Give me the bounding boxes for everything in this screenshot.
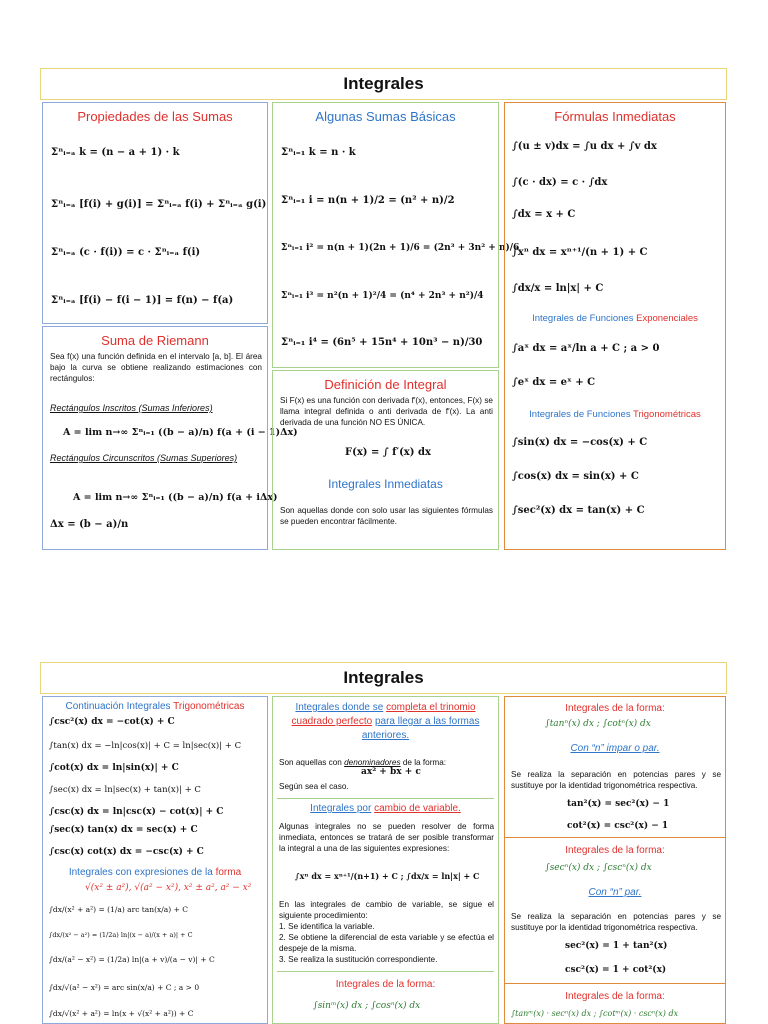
- right-divider-2: [505, 983, 725, 984]
- formulas-f5: ∫dx/x = ln|x| + C: [512, 283, 604, 294]
- cv-text: Algunas integrales no se pueden resolver de forma inmediata, entonces se tratará de ser posible transformar la integral a una de las siguientes expresiones:: [279, 822, 494, 853]
- definicion-box: [272, 370, 499, 550]
- definicion-formula: F(x) = ∫ f′(x) dx: [345, 447, 431, 458]
- formulas-heading: Fórmulas Inmediatas: [554, 109, 676, 124]
- cont-f2: ∫tan(x) dx = −ln|cos(x)| + C = ln|sec(x)| + C: [49, 741, 242, 751]
- basicas-box: [272, 102, 520, 368]
- cont-f4: ∫sec(x) dx = ln|sec(x) + tan(x)| + C: [49, 785, 201, 795]
- formulas-f10: ∫sec²(x) dx = tan(x) + C: [512, 505, 645, 516]
- right-f2: ∫secⁿ(x) dx ; ∫cscⁿ(x) dx: [545, 863, 652, 873]
- proc-text: En las integrales de cambio de variable, se sigue el siguiente procedimiento:: [279, 900, 494, 920]
- basicas-formula-4: Σⁿᵢ₌₁ i³ = n²(n + 1)²/4 = (n⁴ + 2n³ + n²)/4: [281, 291, 484, 301]
- props-box: [42, 102, 268, 324]
- expr-g3: ∫dx/(a² − x²) = (1/2a) ln|(a + v)/(a − v)| + C: [49, 955, 215, 964]
- formulas-f6: ∫aˣ dx = aˣ/ln a + C ; a > 0: [512, 343, 660, 354]
- formulas-f3: ∫dx = x + C: [512, 209, 576, 220]
- page2-title: Integrales: [40, 662, 727, 694]
- mid-heading: Integrales donde se completa el trinomio cuadrado perfecto para llegar a las formas anteriores.: [291, 702, 480, 741]
- expr-g1: ∫dx/(x² + a²) = (1/a) arc tan(x/a) + C: [49, 905, 188, 914]
- right-t1: Se realiza la separación en potencias pares y se sustituye por la identidad trigonométrica respectiva.: [511, 770, 721, 790]
- mid-box: [272, 696, 499, 1024]
- props-formula-1: Σⁿᵢ₌ₐ k = (n − a + 1) · k: [51, 147, 180, 158]
- right-divider-1: [505, 837, 725, 838]
- basicas-formula-1: Σⁿᵢ₌₁ k = n · k: [281, 147, 356, 158]
- mid-text2: Según sea el caso.: [279, 782, 349, 791]
- right-f3: ∫tanᵐ(x) · secⁿ(x) dx ; ∫cotᵐ(x) · cscⁿ(x) dx: [511, 1009, 679, 1018]
- cont-heading: Continuación Integrales Trigonométricas: [65, 701, 245, 712]
- expr-g2: ∫dx/(x² − a²) = (1/2a) ln|(x − a)/(x + a)| + C: [49, 931, 193, 939]
- expr-heading: Integrales con expresiones de la forma: [68, 867, 242, 878]
- basicas-formula-5: Σⁿᵢ₌₁ i⁴ = (6n⁵ + 15n⁴ + 10n³ − n)/30: [281, 337, 483, 348]
- right-id2: cot²(x) = csc²(x) − 1: [567, 821, 669, 831]
- cont-f7: ∫csc(x) cot(x) dx = −csc(x) + C: [49, 847, 204, 857]
- expr-g5: ∫dx/√(x² + a²) = ln(x + √(x² + a²)) + C: [49, 1009, 194, 1018]
- right-h2: Integrales de la forma:: [565, 845, 665, 856]
- cv-formula: ∫xⁿ dx = xⁿ⁺¹/(n+1) + C ; ∫dx/x = ln|x| + C: [295, 871, 480, 881]
- cont-f3: ∫cot(x) dx = ln|sin(x)| + C: [49, 763, 179, 773]
- right-s2: Con “n” par.: [588, 887, 642, 898]
- expr-formula: √(x² ± a²), √(a² − x²), x² ± a², a² − x²: [85, 883, 252, 893]
- forma-formula: ∫sinᵐ(x) dx ; ∫cosⁿ(x) dx: [313, 1001, 421, 1011]
- page1-title: Integrales: [40, 68, 727, 100]
- right-id4: csc²(x) = 1 + cot²(x): [565, 965, 667, 975]
- cont-box: [42, 696, 268, 1024]
- riemann-heading: Suma de Riemann: [101, 333, 209, 348]
- formulas-f1: ∫(u ± v)dx = ∫u dx + ∫v dx: [512, 141, 657, 152]
- cv-heading: Integrales por cambio de variable.: [310, 803, 461, 814]
- right-s1: Con “n” impar o par.: [570, 743, 660, 754]
- proc-step-3: 3. Se realiza la sustitución correspondiente.: [279, 955, 438, 964]
- inmediatas-heading: Integrales Inmediatas: [328, 477, 443, 491]
- cont-f1: ∫csc²(x) dx = −cot(x) + C: [49, 717, 175, 727]
- mid-text1: Son aquellas con denominadores de la forma:: [279, 758, 447, 767]
- expr-g4: ∫dx/√(a² − x²) = arc sin(x/a) + C ; a > 0: [49, 983, 200, 992]
- props-formula-3: Σⁿᵢ₌ₐ (c · f(i)) = c · Σⁿᵢ₌ₐ f(i): [51, 247, 201, 258]
- mid-divider-1: [277, 798, 494, 799]
- riemann-box: [42, 326, 298, 550]
- right-id3: sec²(x) = 1 + tan²(x): [565, 941, 668, 951]
- mid-divider-2: [277, 971, 494, 972]
- right-t2: Se realiza la separación en potencias pares y se sustituye por la identidad trigonométrica respectiva.: [511, 912, 721, 932]
- formulas-f9: ∫cos(x) dx = sin(x) + C: [512, 471, 639, 482]
- mid-formula: ax² + bx + c: [361, 767, 421, 777]
- formulas-f4: ∫xⁿ dx = xⁿ⁺¹/(n + 1) + C: [512, 247, 648, 258]
- inmediatas-text: Son aquellas donde con solo usar las siguientes fórmulas se pueden encontrar fácilmente.: [280, 506, 493, 526]
- cont-f6: ∫sec(x) tan(x) dx = sec(x) + C: [49, 825, 198, 835]
- right-box: [504, 696, 726, 1024]
- forma-heading: Integrales de la forma:: [335, 979, 436, 990]
- basicas-heading: Algunas Sumas Básicas: [315, 109, 456, 124]
- riemann-formula-inscritos: A = lim n→∞ Σⁿᵢ₌₁ ((b − a)/n) f(a + (i − 1)Δx): [63, 427, 298, 438]
- exp-heading: Integrales de Funciones Exponenciales: [532, 313, 698, 324]
- props-formula-2: Σⁿᵢ₌ₐ [f(i) + g(i)] = Σⁿᵢ₌ₐ f(i) + Σⁿᵢ₌ₐ g(i): [51, 199, 267, 210]
- riemann-circunscritos: Rectángulos Circunscritos (Sumas Superiores): [50, 453, 238, 463]
- proc-step-1: 1. Se identifica la variable.: [279, 922, 375, 931]
- riemann-dx: Δx = (b − a)/n: [50, 519, 129, 530]
- right-f1: ∫tanⁿ(x) dx ; ∫cotⁿ(x) dx: [545, 719, 651, 729]
- basicas-formula-3: Σⁿᵢ₌₁ i² = n(n + 1)(2n + 1)/6 = (2n³ + 3n² + n)/6: [281, 243, 520, 253]
- formulas-f7: ∫eˣ dx = eˣ + C: [512, 377, 596, 388]
- trig-heading: Integrales de Funciones Trigonométricas: [529, 409, 701, 420]
- proc-step-2: 2. Se obtiene la diferencial de esta variable y se efectúa el despeje de la misma.: [279, 933, 494, 953]
- props-formula-4: Σⁿᵢ₌ₐ [f(i) − f(i − 1)] = f(n) − f(a): [51, 295, 234, 306]
- right-id1: tan²(x) = sec²(x) − 1: [567, 799, 670, 809]
- riemann-inscritos: Rectángulos Inscritos (Sumas Inferiores): [50, 403, 213, 413]
- formulas-box: [504, 102, 726, 550]
- definicion-heading: Definición de Integral: [324, 377, 447, 392]
- formulas-f2: ∫(c · dx) = c · ∫dx: [512, 177, 608, 188]
- props-heading: Propiedades de las Sumas: [77, 109, 233, 124]
- right-h3: Integrales de la forma:: [565, 991, 665, 1002]
- riemann-text: Sea f(x) una función definida en el intervalo [a, b]. El área bajo la curva se obtiene realizando estimaciones con rectángulos:: [50, 352, 262, 383]
- right-h1: Integrales de la forma:: [565, 703, 665, 714]
- cont-f5: ∫csc(x) dx = ln|csc(x) − cot(x)| + C: [49, 807, 224, 817]
- definicion-text: Si F(x) es una función con derivada f′(x), entonces, F(x) se llama integral definida o anti derivada de f′(x). La anti derivada de una función NO ES ÚNICA.: [280, 396, 493, 427]
- formulas-f8: ∫sin(x) dx = −cos(x) + C: [512, 437, 648, 448]
- riemann-formula-circunscritos: A = lim n→∞ Σⁿᵢ₌₁ ((b − a)/n) f(a + iΔx): [73, 492, 278, 503]
- basicas-formula-2: Σⁿᵢ₌₁ i = n(n + 1)/2 = (n² + n)/2: [281, 195, 455, 206]
